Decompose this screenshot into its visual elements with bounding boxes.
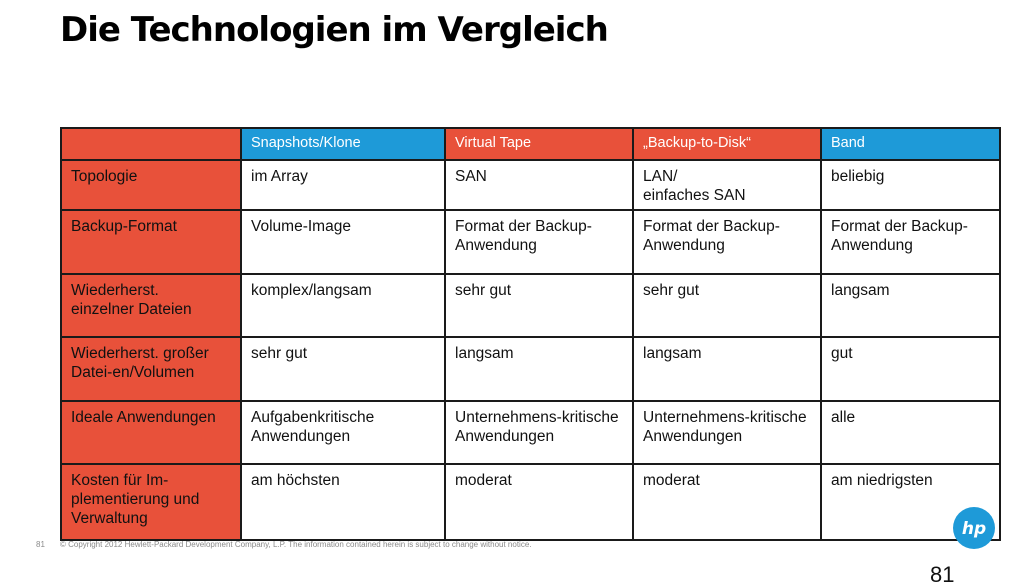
table-cell: langsam: [633, 337, 821, 401]
row-header-ideale-anwendungen: Ideale Anwendungen: [61, 401, 241, 464]
table-cell: sehr gut: [633, 274, 821, 337]
header-backup-to-disk: „Backup-to-Disk“: [633, 128, 821, 160]
table-cell: gut: [821, 337, 1000, 401]
table-cell: Format der Backup- Anwendung: [633, 210, 821, 274]
hp-logo: [952, 506, 996, 550]
footer-page-number: 81: [36, 540, 45, 549]
table-cell: langsam: [821, 274, 1000, 337]
table-cell: sehr gut: [445, 274, 633, 337]
table-cell: moderat: [445, 464, 633, 540]
row-header-topologie: Topologie: [61, 160, 241, 210]
table-cell: LAN/ einfaches SAN: [633, 160, 821, 210]
table-cell: im Array: [241, 160, 445, 210]
page-number-large: 81: [930, 562, 955, 587]
row-header-backup-format: Backup-Format: [61, 210, 241, 274]
table-row: [61, 464, 1000, 540]
table-cell: Format der Backup- Anwendung: [821, 210, 1000, 274]
table-row: [61, 337, 1000, 401]
table-cell: moderat: [633, 464, 821, 540]
table-cell: beliebig: [821, 160, 1000, 210]
copyright-notice: © Copyright 2012 Hewlett-Packard Development Company, L.P. The information contained herein is subject to change without notice.: [60, 540, 532, 549]
table-cell: Unternehmens-kritische Anwendungen: [445, 401, 633, 464]
table-row: [61, 160, 1000, 210]
table-cell: am niedrigsten: [821, 464, 1000, 540]
table-cell: sehr gut: [241, 337, 445, 401]
header-corner-cell: [61, 128, 241, 160]
table-cell: langsam: [445, 337, 633, 401]
table-row: [61, 274, 1000, 337]
table-row: [61, 210, 1000, 274]
row-header-wiederherst-grosser-dateien: Wiederherst. großer Datei-en/Volumen: [61, 337, 241, 401]
slide-title: Die Technologien im Vergleich: [60, 10, 608, 50]
hp-logo-text: hp: [961, 519, 987, 539]
table-cell: komplex/langsam: [241, 274, 445, 337]
row-header-wiederherst-einzelner-dateien: Wiederherst. einzelner Dateien: [61, 274, 241, 337]
table-cell: Format der Backup- Anwendung: [445, 210, 633, 274]
table-row: [61, 401, 1000, 464]
header-virtual-tape: Virtual Tape: [445, 128, 633, 160]
table-cell: Aufgabenkritische Anwendungen: [241, 401, 445, 464]
row-header-kosten: Kosten für Im- plementierung und Verwaltung: [61, 464, 241, 540]
table-cell: alle: [821, 401, 1000, 464]
table-cell: Volume-Image: [241, 210, 445, 274]
table-cell: am höchsten: [241, 464, 445, 540]
table-cell: Unternehmens-kritische Anwendungen: [633, 401, 821, 464]
table-header-row: [61, 128, 1000, 160]
header-band: Band: [821, 128, 1000, 160]
header-snapshots-klone: Snapshots/Klone: [241, 128, 445, 160]
comparison-table: [60, 127, 1001, 541]
table-cell: SAN: [445, 160, 633, 210]
